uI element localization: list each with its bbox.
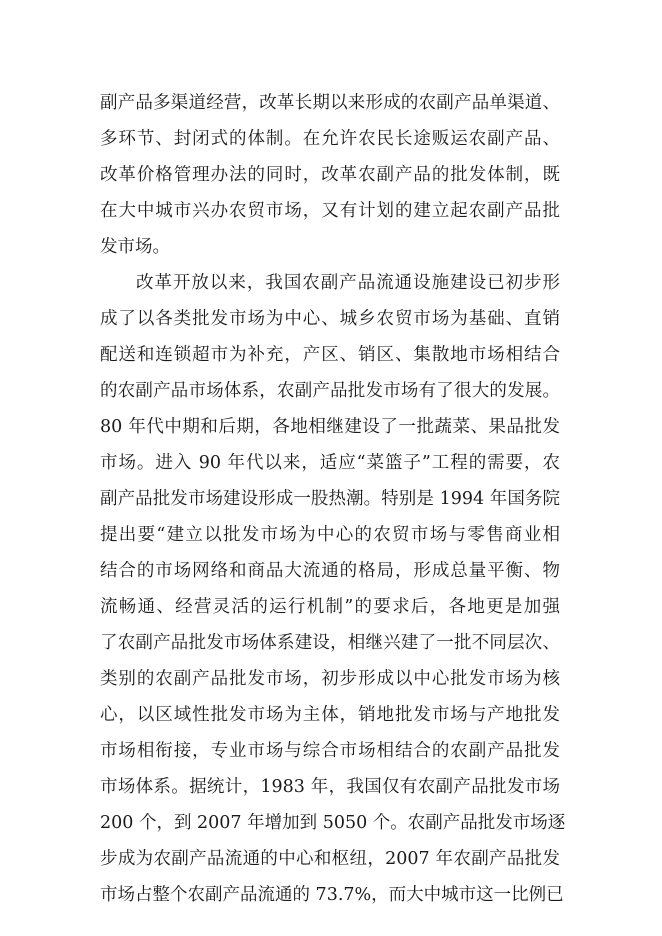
paragraph-2-line-2: 成了以各类批发市场为中心、城乡农贸市场为基础、直销 (100, 309, 560, 329)
paragraph-2-line-17: 步成为农副产品流通的中心和枢纽，2007 年农副产品批发 (100, 849, 560, 869)
paragraph-2-line-18: 市场占整个农副产品流通的 73.7%，而大中城市这一比例已 (100, 885, 564, 905)
paragraph-2-line-16: 200 个，到 2007 年增加到 5050 个。农副产品批发市场逐 (100, 813, 566, 833)
paragraph-1-line-5: 发市场。 (100, 237, 170, 257)
paragraph-2-line-15: 市场体系。据统计，1983 年，我国仅有农副产品批发市场 (100, 777, 560, 797)
paragraph-2-line-13: 心，以区域性批发市场为主体，销地批发市场与产地批发 (100, 705, 560, 725)
paragraph-2-line-7: 副产品批发市场建设形成一股热潮。特别是 1994 年国务院 (100, 489, 560, 509)
paragraph-2-line-3: 配送和连锁超市为补充，产区、销区、集散地市场相结合 (100, 345, 560, 365)
paragraph-2-line-9: 结合的市场网络和商品大流通的格局，形成总量平衡、物 (100, 561, 560, 581)
paragraph-2-line-12: 类别的农副产品批发市场，初步形成以中心批发市场为核 (100, 669, 560, 689)
paragraph-2-line-4: 的农副产品市场体系，农副产品批发市场有了很大的发展。 (100, 381, 560, 401)
paragraph-1-line-1: 副产品多渠道经营，改革长期以来形成的农副产品单渠道、 (100, 93, 560, 113)
paragraph-1-line-2: 多环节、封闭式的体制。在允许农民长途贩运农副产品、 (100, 129, 560, 149)
paragraph-2-line-5: 80 年代中期和后期，各地相继建设了一批蔬菜、果品批发 (100, 417, 560, 437)
paragraph-2-line-14: 市场相衔接，专业市场与综合市场相结合的农副产品批发 (100, 741, 560, 761)
paragraph-2-line-1: 改革开放以来，我国农副产品流通设施建设已初步形 (136, 273, 560, 293)
paragraph-2-line-8: 提出要“建立以批发市场为中心的农贸市场与零售商业相 (100, 525, 560, 545)
paragraph-1-line-3: 改革价格管理办法的同时，改革农副产品的批发体制，既 (100, 165, 560, 185)
paragraph-2-line-10: 流畅通、经营灵活的运行机制”的要求后，各地更是加强 (100, 597, 560, 617)
paragraph-2-line-11: 了农副产品批发市场体系建设，相继兴建了一批不同层次、 (100, 633, 560, 653)
paragraph-2-line-6: 市场。进入 90 年代以来，适应“菜篮子”工程的需要，农 (100, 453, 560, 473)
paragraph-1-line-4: 在大中城市兴办农贸市场，又有计划的建立起农副产品批 (100, 201, 560, 221)
